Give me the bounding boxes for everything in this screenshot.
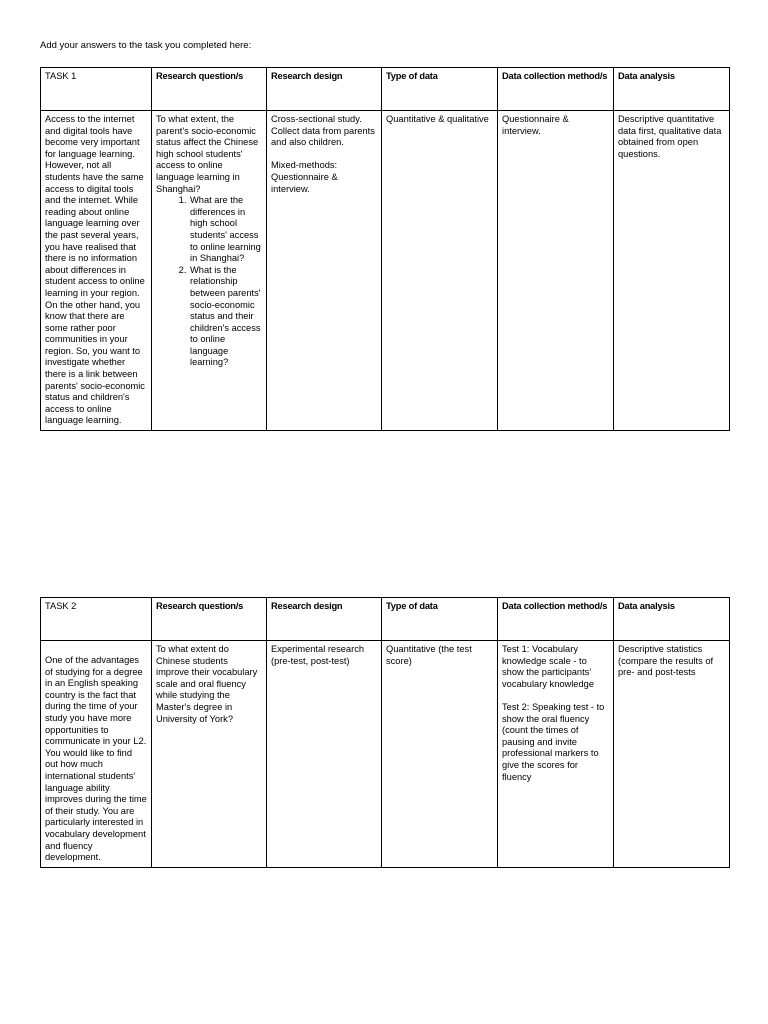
header-research-question: Research question/s: [152, 598, 267, 641]
task1-sub-question: 2. What is the relationship between parents' socio-economic status and their children's access to online language learning?: [189, 265, 262, 369]
task2-header-row: [41, 598, 730, 641]
task1-answer-row: [41, 111, 730, 431]
task2-scenario: One of the advantages of studying for a degree in an English speaking country is the fact that during the time of your study you have more opportunities to communicate in your L2. You would like to find out how much international students' language ability improves during the time of their study. You are particularly interested in vocabulary development and fluency development.: [41, 641, 152, 868]
header-type-of-data: Type of data: [382, 598, 498, 641]
task2-test-2: Test 2: Speaking test - to show the oral fluency (count the times of pausing and invite professional markers to give the scores for fluency: [502, 701, 605, 782]
header-data-collection: Data collection method/s: [498, 68, 614, 111]
task2-type-of-data: Quantitative (the test score): [382, 641, 498, 868]
task2-data-collection: [498, 641, 614, 868]
task2-answer-row: [41, 641, 730, 868]
task1-sub-question: 1. What are the differences in high school students' access to online learning in Shanghai?: [189, 195, 262, 265]
task1-data-collection: Questionnaire & interview.: [498, 111, 614, 431]
task1-sub-questions: [156, 195, 262, 369]
task2-label: TASK 2: [41, 598, 152, 641]
task1-scenario: Access to the internet and digital tools have become very important for language learning. However, not all students have the same access to digital tools and the internet. While reading about online language learning over the past several years, you have realised that there is no information about differences in student access to online learning in your region. On the other hand, you know that there are some rather poor communities in your region. So, you want to investigate whether there is a link between parents' socio-economic status and children's access to online language learning.: [41, 111, 152, 431]
task2-table: [40, 597, 730, 868]
header-data-analysis: Data analysis: [614, 598, 730, 641]
task2-research-question: [152, 641, 267, 868]
task1-question-text: To what extent, the parent's socio-economic status affect the Chinese high school students' access to online language learning in Shanghai?: [156, 114, 259, 194]
task1-design-methods: Mixed-methods: Questionnaire & interview.: [271, 160, 338, 194]
task1-design-text: Cross-sectional study. Collect data from parents and also children.: [271, 114, 375, 148]
task1-label: TASK 1: [41, 68, 152, 111]
header-research-design: Research design: [267, 68, 382, 111]
task1-type-of-data: Quantitative & qualitative: [382, 111, 498, 431]
header-data-analysis: Data analysis: [614, 68, 730, 111]
instructions-text: Add your answers to the task you completed here:: [40, 40, 252, 51]
task1-header-row: [41, 68, 730, 111]
task2-data-analysis: Descriptive statistics (compare the results of pre- and post-tests: [614, 641, 730, 868]
task1-data-analysis: Descriptive quantitative data first, qualitative data obtained from open questions.: [614, 111, 730, 431]
task1-table: [40, 67, 730, 431]
task2-test-1: Test 1: Vocabulary knowledge scale - to show the participants' vocabulary knowledge: [502, 644, 594, 689]
header-research-question: Research question/s: [152, 68, 267, 111]
task2-question-text: To what extent do Chinese students improve their vocabulary scale and oral fluency: [156, 644, 258, 689]
task2-question-continuation: while studying the Master's degree in University of York?: [156, 690, 233, 724]
header-research-design: Research design: [267, 598, 382, 641]
task2-research-design: Experimental research (pre-test, post-test): [267, 641, 382, 868]
task1-research-question: [152, 111, 267, 431]
task1-research-design: [267, 111, 382, 431]
header-data-collection: Data collection method/s: [498, 598, 614, 641]
header-type-of-data: Type of data: [382, 68, 498, 111]
